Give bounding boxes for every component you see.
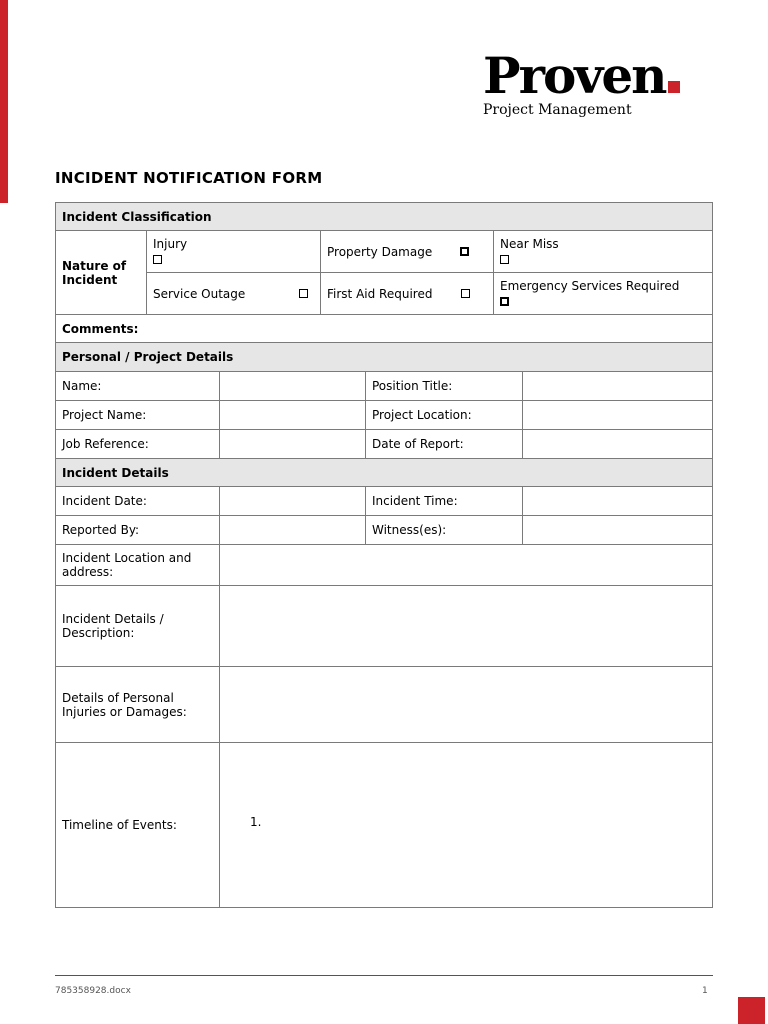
incident-description-input[interactable]: [219, 585, 713, 667]
incident-time-input[interactable]: [522, 486, 713, 516]
comments-field[interactable]: Comments:: [55, 314, 713, 343]
incident-description-label: Incident Details / Description:: [55, 585, 220, 667]
reported-by-input[interactable]: [219, 515, 366, 545]
injury-checkbox[interactable]: [153, 255, 162, 264]
service-outage-checkbox[interactable]: [299, 289, 308, 298]
position-title-input[interactable]: [522, 371, 713, 401]
nature-of-incident-label: Nature of Incident: [55, 230, 147, 315]
personal-injuries-label: Details of Personal Injuries or Damages:: [55, 666, 220, 743]
property-damage-checkbox[interactable]: [460, 247, 469, 256]
name-input[interactable]: [219, 371, 366, 401]
incident-date-input[interactable]: [219, 486, 366, 516]
section-header-incident: Incident Details: [55, 458, 713, 487]
option-service-outage[interactable]: Service Outage: [146, 272, 321, 315]
logo-wordmark: Proven: [483, 46, 666, 105]
personal-injuries-input[interactable]: [219, 666, 713, 743]
accent-bar: [0, 0, 8, 203]
emergency-services-checkbox[interactable]: [500, 297, 509, 306]
incident-date-label: Incident Date:: [55, 486, 220, 516]
project-location-input[interactable]: [522, 400, 713, 430]
option-property-damage[interactable]: Property Damage: [320, 230, 494, 273]
option-injury[interactable]: Injury: [146, 230, 321, 273]
option-near-miss[interactable]: Near Miss: [493, 230, 713, 273]
job-reference-label: Job Reference:: [55, 429, 220, 459]
logo-dot: [668, 81, 680, 93]
logo-subtitle: Project Management: [483, 102, 632, 118]
accent-square: [738, 997, 765, 1024]
option-first-aid[interactable]: First Aid Required: [320, 272, 494, 315]
incident-location-label: Incident Location and address:: [55, 544, 220, 586]
incident-time-label: Incident Time:: [365, 486, 523, 516]
timeline-item-number: 1.: [250, 815, 262, 829]
project-name-input[interactable]: [219, 400, 366, 430]
footer-page-number: 1: [702, 986, 708, 996]
witnesses-label: Witness(es):: [365, 515, 523, 545]
option-emergency-services[interactable]: Emergency Services Required: [493, 272, 713, 315]
near-miss-checkbox[interactable]: [500, 255, 509, 264]
section-header-personal: Personal / Project Details: [55, 342, 713, 372]
form-title: INCIDENT NOTIFICATION FORM: [55, 169, 323, 187]
date-of-report-label: Date of Report:: [365, 429, 523, 459]
company-logo: [483, 48, 680, 118]
project-name-label: Project Name:: [55, 400, 220, 430]
project-location-label: Project Location:: [365, 400, 523, 430]
section-header-classification: Incident Classification: [55, 202, 713, 231]
job-reference-input[interactable]: [219, 429, 366, 459]
timeline-label: Timeline of Events:: [55, 742, 220, 908]
date-of-report-input[interactable]: [522, 429, 713, 459]
timeline-input[interactable]: [219, 742, 713, 908]
reported-by-label: Reported By:: [55, 515, 220, 545]
position-title-label: Position Title:: [365, 371, 523, 401]
incident-location-input[interactable]: [219, 544, 713, 586]
first-aid-checkbox[interactable]: [461, 289, 470, 298]
name-label: Name:: [55, 371, 220, 401]
footer-divider: [55, 975, 713, 976]
footer-filename: 785358928.docx: [55, 986, 131, 996]
witnesses-input[interactable]: [522, 515, 713, 545]
